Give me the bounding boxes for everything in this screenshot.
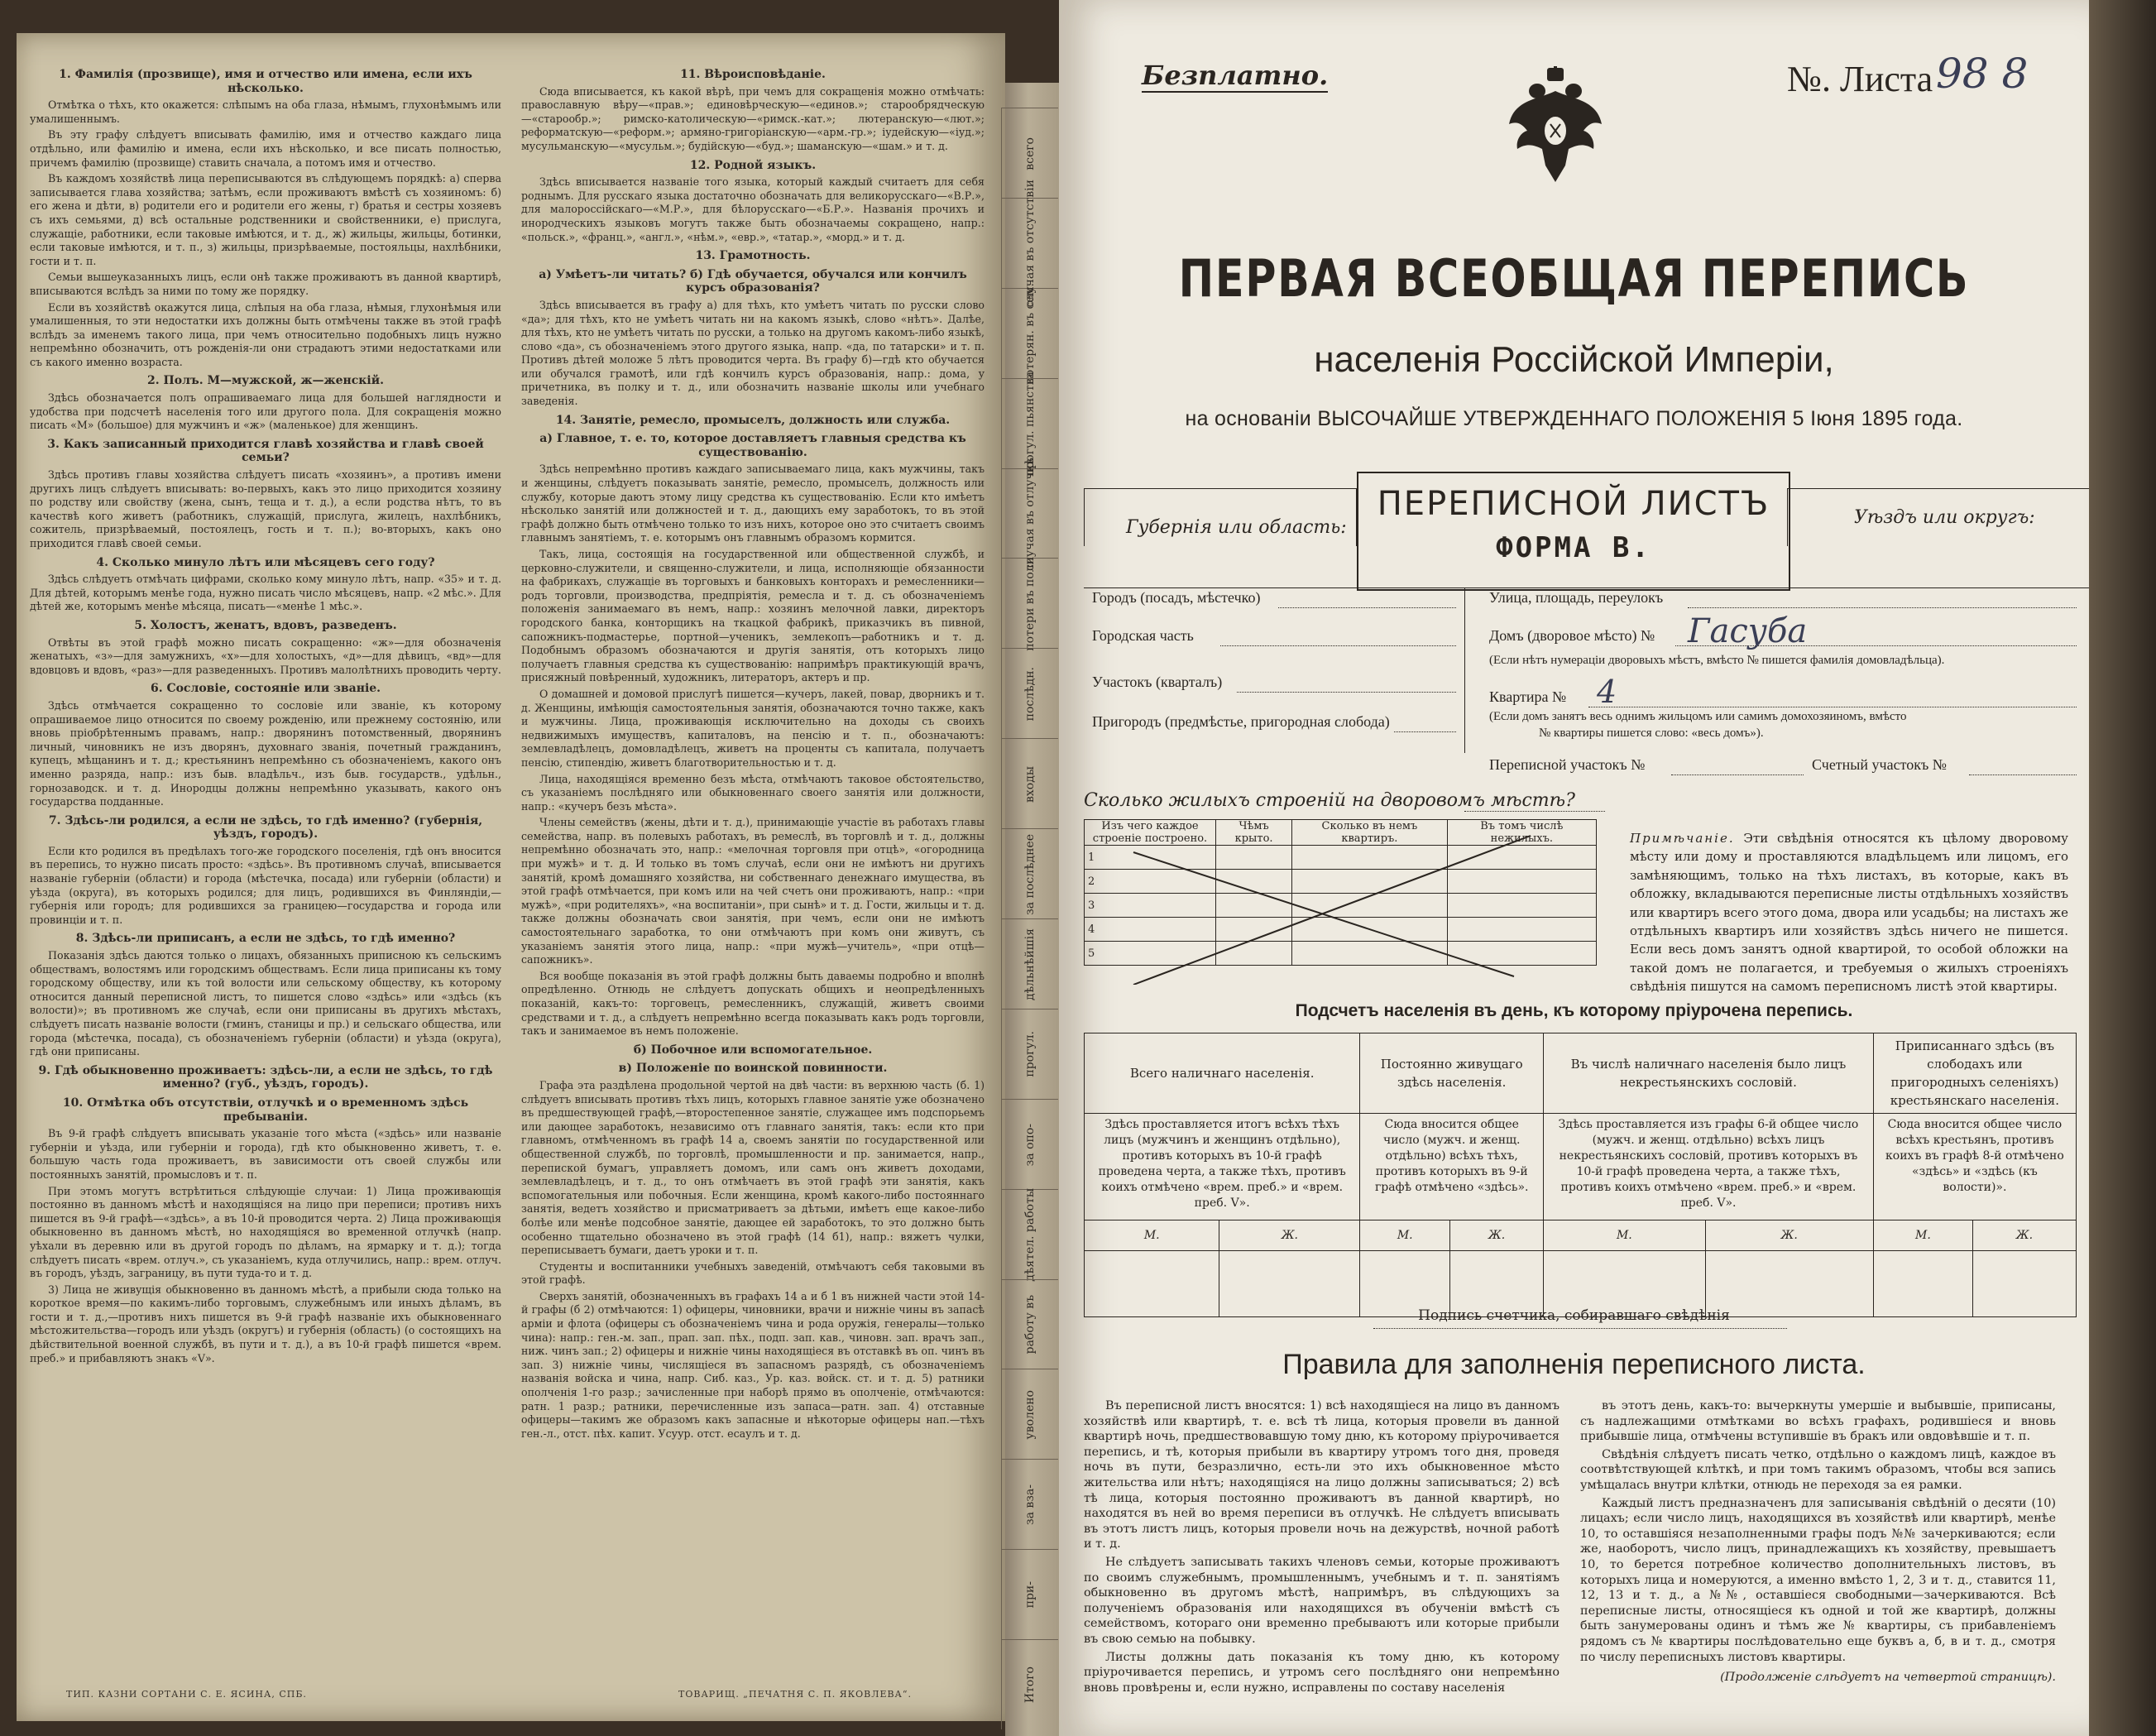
- instruction-heading: 1. Фамилія (прозвище), имя и отчество или имена, если ихъ нѣсколько.: [59, 68, 472, 95]
- instruction-paragraph: При этомъ могутъ встрѣтиться слѣдующіе случаи: 1) Лица проживающія постоянно въ данномъ мѣстѣ и находящіяся на лицо при переписи; противъ нихъ пишется въ 9-й графѣ—«здѣсь», а въ 10-й проводится черта. 2) Лица проживающія обыкновенно въ данномъ мѣстѣ, но находящіяся во временной отлучкѣ (напр. уѣхали въ деревню или въ другой городъ по дѣламъ, на ярмарку и т. д.); тогда слѣдуетъ писать «врем. отлуч.», съ указаніемъ, куда отлучились, напр.: врем. отлуч. въ городъ, уѣздъ, заграницу, въ пути туда-то и т. д.: [30, 1184, 501, 1280]
- stub-cell-label: Итого: [1023, 1666, 1037, 1704]
- instruction-paragraph: Если кто родился въ предѣлахъ того-же городского поселенія, гдѣ онъ вносится въ перепись, то нужно писать просто: «здѣсь». Въ противномъ случаѣ, вписывается названіе губерніи (области) и города (мѣстечка, посада) или губерніи (области) и уѣзда (округа), въ которыхъ родился; для лицъ, родившихся въ Финляндіи,—губернія или городъ; для родившихся за границею—государства и города или провинціи и т. п.: [30, 844, 501, 926]
- stub-cell-label: за вза-: [1023, 1484, 1037, 1526]
- buildings-header-material: Изъ чего каждое строеніе построено.: [1085, 820, 1216, 846]
- schetny-uchastok-input[interactable]: [1969, 774, 2077, 775]
- count-table: [1084, 1033, 2077, 1317]
- instruction-paragraph: Члены семействъ (жены, дѣти и т. д.), принимающіе участіе въ работахъ главы семейства, напр. въ полевыхъ работахъ, въ ремеслѣ, въ торговлѣ и т. д., должны непремѣнно обозначать это, напр.: «мелочная торговля при отцѣ», «огородница при мужѣ» и т. д. И только въ томъ случаѣ, если они не имѣютъ ни другихъ занятій, кромѣ домашняго хозяйства, ни собственнаго денежнаго имущества, въ этой графѣ отмѣчается, при комъ или на чей счетъ они проживаютъ, напр.: «при мужѣ», «при родителяхъ», «на воспитаніи», при сынѣ» и т. д. Гости, жильцы и т. д. также должны обозначать свои занятія, при чемъ, если они не имѣютъ самостоятельнаго заработка, то они отмѣчаютъ при комъ они живутъ, съ указаніемъ занятія этого лица, напр.: «при мужѣ—учитель», «при отцѣ—сапожникъ».: [521, 816, 985, 966]
- instruction-heading: б) Побочное или вспомогательное.: [633, 1043, 873, 1057]
- schetny-uchastok-label: Счетный участокъ №: [1812, 756, 1947, 773]
- instruction-heading: 2. Полъ. М—мужской, ж—женскій.: [147, 374, 384, 388]
- female-label: Ж.: [1219, 1220, 1360, 1251]
- imprint-right: ТОВАРИЩ. „ПЕЧАТНЯ С. П. ЯКОВЛЕВА“.: [678, 1689, 913, 1700]
- row-number: 5: [1085, 942, 1216, 966]
- stub-cell: [1002, 1369, 1058, 1460]
- row-number: 4: [1085, 918, 1216, 942]
- ulitsa-label: Улица, площадь, переулокъ: [1489, 589, 1664, 606]
- male-label: М.: [1873, 1220, 1972, 1251]
- kvartira-value: 4: [1597, 674, 1617, 710]
- dom-note: (Если нѣтъ нумераціи дворовыхъ мѣстъ, вмѣсто № пишется фамилія домовладѣльца).: [1489, 654, 1945, 667]
- uezd-field[interactable]: [1787, 488, 2093, 546]
- stub-cell: [1002, 828, 1058, 919]
- section-divider: [1084, 587, 2093, 588]
- stub-cell: [1002, 1549, 1058, 1640]
- signature-input[interactable]: [1373, 1328, 1787, 1329]
- instruction-paragraph: О домашней и домовой прислугѣ пишется—кучеръ, лакей, повар, дворникъ и т. д. Женщины, имѣющія самостоятельныя занятія, обозначаются точно также, какъ и мужчины. Лица, проживающія исключительно на доходы съ своихъ недвижимыхъ имуществъ, капиталовъ, на пенсію и т. п., обозначаютъ: землевладѣлецъ, домовладѣлецъ, живетъ на проценты съ капитала, получаетъ пенсію, стипендію, живетъ благотворительностью и т. д.: [521, 687, 985, 769]
- instruction-paragraph: Здѣсь противъ главы хозяйства слѣдуетъ писать «хозяинъ», а противъ имени другихъ лицъ слѣдуетъ вписывать: во-первыхъ, какъ это лицо приходится хозяину по родству или свойству (жена, сынъ, теща и т. д.), а если родства нѣтъ, то въ качествѣ кого живетъ (работникъ, служащій, прислуга, жилецъ, нахлѣбникъ, сожитель, призрѣваемый, постоялецъ, гость и т. п.); во-вторыхъ, какъ оно приходится главѣ своей семьи.: [30, 468, 501, 549]
- stub-cell: [1002, 1279, 1058, 1370]
- instruction-heading: а) Умѣетъ-ли читать? б) Гдѣ обучается, обучался или кончилъ курсъ образованія?: [539, 267, 967, 295]
- stub-cell-label: потерян. въ сем.: [1023, 282, 1037, 385]
- free-label: Безплатно.: [1142, 60, 1329, 91]
- gorod-chast-label: Городская часть: [1092, 627, 1194, 644]
- row-number: 1: [1085, 846, 1216, 870]
- left-page: [17, 33, 1005, 1721]
- buildings-header-apartments: Сколько въ немъ квартиръ.: [1292, 820, 1448, 846]
- instruction-paragraph: Такъ, лица, состоящія на государственной или общественной службѣ, и церковно-служители, и священно-служители, и лица, исполняющіе обязанности на фабрикахъ, служащіе въ торговыхъ и банковыхъ конторахъ и ремесленники—родъ торговли, производства, предпріятія, ремесла и т. д. съ обозначеніемъ положенія занимаемаго въ немъ, напр.: хозяинъ мелочной лавки, директоръ городского банка, конторщикъ на ткацкой фабрикѣ, приказчикъ въ пивной, сапожникъ-подмастерье, портной—ученикъ, землекопъ—работникъ и т. д. Подобнымъ образомъ обозначаются и другія занятія, отъ которыхъ лицо получаетъ главныя средства къ существованію: напримѣръ практикующій врачъ, присяжный повѣренный, художникъ, литераторъ, актеръ и пр.: [521, 548, 985, 684]
- instructions-column-2: [521, 63, 985, 1443]
- instruction-heading: 6. Сословіе, состояніе или званіе.: [150, 682, 381, 696]
- instruction-paragraph: Здѣсь отмѣчается сокращенно то сословіе или званіе, къ которому опрашиваемое лицо относится по своему рожденію, или прежнему состоянію, или вновь пріобрѣтеннымъ правамъ, напр.: дворянинъ потомственный, дворянинъ личный, чиновникъ не изъ дворянъ, духовнаго званія, почетный гражданинъ, купецъ, мѣщанинъ и т. д.; крестьянинъ непремѣнно съ обозначеніемъ, какого онъ именно разряда, напр.: изъ быв. владѣльч., изъ быв. государств., удѣльн., горнозаводск. и т. д. Инородцы должны непремѣнно указывать, какого онъ государства подданные.: [30, 698, 501, 808]
- uchastok-input[interactable]: [1237, 692, 1456, 693]
- stub-cell: [1002, 1009, 1058, 1100]
- instruction-paragraph: Въ каждомъ хозяйствѣ лица переписываются въ слѣдующемъ порядкѣ: а) сперва записывается глава хозяйства; затѣмъ, если проживаютъ вмѣстѣ съ хозяиномъ: б) его жена и дѣти, в) родители его и родители его жены, г) братья и сестры хозяевъ съ ихъ семьями, д) всѣ остальные родственники и свойственники, е) прислуга, служащіе, работники, если таковые имѣются, и т. д., ж) жильцы, жильцы, ботинки, если таковые имѣются, и т. п., з) жильцы, призрѣваемые, постояльцы, нахлѣбники, гости и т. п.: [30, 172, 501, 267]
- stub-cell: [1002, 558, 1058, 649]
- female-label: Ж.: [1973, 1220, 2077, 1251]
- decree-line: на основаніи ВЫСОЧАЙШЕ УТВЕРЖДЕННАГО ПОЛОЖЕНІЯ 5 Іюня 1895 года.: [1185, 407, 1963, 430]
- instruction-heading: 10. Отмѣтка объ отсутствіи, отлучкѣ и о временномъ здѣсь пребываніи.: [62, 1096, 469, 1124]
- stub-cell-label: при-: [1023, 1581, 1037, 1609]
- book-edge: [2089, 0, 2156, 1736]
- stub-cell: [1002, 180, 1058, 308]
- row-number: 2: [1085, 870, 1216, 894]
- stub-cell: [1002, 648, 1058, 739]
- instruction-paragraph: Лица, находящіяся временно безъ мѣста, отмѣчаютъ таковое обстоятельство, съ указаніемъ послѣдняго или обыкновеннаго своего занятія или должности, напр.: «кучеръ безъ мѣста».: [521, 772, 985, 813]
- stub-cell-label: потери въ поли: [1023, 557, 1037, 651]
- buildings-note-text: Эти свѣдѣнія относятся къ цѣлому дворовому мѣсту или дому и проставляются владѣльцемъ или лицомъ, его замѣняющимъ, только на тѣхъ листахъ, въ которые, какъ въ обложку, вкладываются переписные листы отдѣльныхъ хозяйствъ или квартиръ всего этого дома, двора или усадьбы; на листахъ же отдѣльныхъ квартиръ или хозяйствъ здѣсь ничего не пишется. Если весь домъ занятъ одной квартирой, то особой обложки на такой домъ не полагается, и требуемыя о жилыхъ строеніяхъ свѣдѣнія пишутся на самомъ переписномъ листѣ этой квартиры.: [1630, 831, 2068, 995]
- count-header-permanent: Постоянно живущаго здѣсь населенія.: [1360, 1033, 1544, 1114]
- instruction-paragraph: Здѣсь вписывается названіе того языка, который каждый считаетъ для себя роднымъ. Для русскаго языка достаточно обозначать для великорусскаго—«В.Р.», для малороссійскаго—«М.Р.», для бѣлорусскаго—«Б.Р.». Названія прочихъ и инородческихъ языковъ могутъ также быть обозначаемы сокращено, напр.: «польск.», «франц.», «англ.», «нѣм.», «евр.», «татар.», «морд.» и т. д.: [521, 175, 985, 243]
- kvartira-note-1: (Если домъ занятъ весь однимъ жильцомъ или самимъ домохозяиномъ, вмѣсто: [1489, 710, 1907, 723]
- instruction-paragraph: Студенты и воспитанники учебныхъ заведеній, отмѣчаютъ себя таковыми въ этой графѣ.: [521, 1259, 985, 1287]
- stub-cell: [1002, 1639, 1058, 1730]
- count-header-present: Всего наличнаго населенія.: [1085, 1033, 1360, 1114]
- count-table-explanations: [1085, 1114, 2077, 1220]
- buildings-question: Сколько жилыхъ строеній на дворовомъ мѣстѣ?: [1084, 790, 1575, 811]
- instruction-paragraph: Сверхъ занятій, обозначенныхъ въ графахъ 14 а и б 1 въ нижней части этой 14-й графы (б 2) отмѣчаются: 1) офицеры, чиновники, врачи и нижніе чины въ запасѣ арміи и флота (офицеры съ обозначеніемъ чина и рода оружія, генералы—только чина): напр.: ген.-м. зап., прап. зап. пѣх., подп. зап. кав., чиновн. зап. врачъ зап., ниж. чинъ зап.; 2) офицеры и нижніе чины находящіеся въ отставкѣ въ оп. чинъ въ зап. 3) нижніе чины, числящіеся въ запасномъ разрядѣ, съ обозначеніемъ названія войска и чина, напр. Сиб. каз., Ур. каз. войск. ст. и т. д. 5) ратники ополченія 1-го разр.; зачисленные при наборѣ прямо въ ополченіе, отмѣчаются: ратн. 1 разр.; ратники, перечисленные изъ запаса—ратн. зап. 4) отставные офицеры—такимъ же образомъ какъ запасные и нѣкоторые офицеры нап.—тѣхъ ген.-л., отст. пѣх. капит. Усуур. отст. есаулъ и т. д.: [521, 1289, 985, 1440]
- instruction-paragraph: Отмѣтка о тѣхъ, кто окажется: слѣпымъ на оба глаза, нѣмымъ, глухонѣмымъ или умалишеннымъ.: [30, 98, 501, 125]
- stub-cell-label: всего: [1023, 137, 1037, 170]
- address-column-divider: [1464, 587, 1465, 753]
- instruction-paragraph: Здѣсь непремѣнно противъ каждаго записываемаго лица, какъ мужчины, такъ и женщины, слѣдуетъ показывать занятіе, ремесло, промыселъ, должность или службу, которые даютъ этому лицу средства къ существованію. Если кто имѣетъ нѣсколько занятій или должностей и т. д., дающихъ ему заработокъ, то въ этой графѣ должно быть отмѣчено только то изъ нихъ, которое оно это считаетъ своимъ главнымъ занятіемъ, т. е. которымъ онъ главнымъ образомъ кормится.: [521, 463, 985, 544]
- right-page: [1059, 0, 2089, 1736]
- stub-cell-label: уволено: [1023, 1390, 1037, 1440]
- sheet-title: ПЕРЕПИСНОЙ ЛИСТЪ: [1377, 485, 1770, 523]
- count-header-peasant: Приписаннаго здѣсь (въ слободахъ или пригородныхъ селеніяхъ) крестьянскаго населенія.: [1873, 1033, 2076, 1114]
- stub-cell: [1002, 738, 1058, 829]
- form-title: ФОРМА В.: [1496, 531, 1651, 564]
- rule-paragraph: Свѣдѣнія слѣдуетъ писать четко, отдѣльно о каждомъ лицѣ, каждое въ соотвѣтствующей клѣткѣ, и при томъ такимъ образомъ, чтобы вся запись умѣщалась внутри клѣтки, отнюдь не переходя за ея рамки.: [1580, 1447, 2056, 1492]
- instruction-heading: 13. Грамотность.: [695, 249, 811, 263]
- rules-column-2: [1580, 1398, 2056, 1688]
- instruction-paragraph: Сюда вписывается, къ какой вѣрѣ, при чемъ для сокращенія можно отмѣчать: православную вѣру—«прав.»; единовѣрческую—«единов.»; старообрядческую—«старообр.»; римско-католическую—«римск.-кат.»; лютеранскую—«лют.»; реформатскую—«реформ.»; армяно-григоріанскую—«арм.-гр.»; іудейскую—«іуд.»; мусульманскую—«мусульм.»; будійскую—«буд.»; шаманскую—«шам.» и т. д.: [521, 84, 985, 152]
- count-header-nonpeasant: Въ числѣ наличнаго населенія было лицъ некрестьянскихъ сословій.: [1544, 1033, 1874, 1114]
- imprint-left: ТИП. КАЗНИ СОРТАНИ С. Е. ЯСИНА, СПБ.: [66, 1689, 307, 1700]
- instruction-paragraph: Здѣсь обозначается полъ опрашиваемаго лица для большей наглядности и удобства при подсчетѣ населенія того или другого пола. Для сокращенія можно писать «М» (большое) для мужчинъ и «ж» (маленькое) для женщинъ.: [30, 391, 501, 432]
- stub-column: [1001, 108, 1060, 1729]
- stub-cell-label: прогул.: [1023, 1031, 1037, 1078]
- sheet-number-label: №. Листа: [1787, 59, 1933, 99]
- instruction-heading: 11. Вѣроисповѣданіе.: [680, 68, 826, 81]
- instruction-heading: 9. Гдѣ обыкновенно проживаетъ: здѣсь-ли, а если не здѣсь, то гдѣ именно? (губ., уѣздъ, городъ).: [38, 1063, 493, 1091]
- instruction-paragraph: Въ эту графу слѣдуетъ вписывать фамилію, имя и отчество каждаго лица отдѣльно, или фамилію и имена, если ихъ нѣсколько, и все писать полностью, причемъ фамилію (прозвище) ставить сначала, а потомъ имя и отчество.: [30, 128, 501, 169]
- count-title: Подсчетъ населенія въ день, къ которому пріурочена перепись.: [1295, 1001, 1853, 1020]
- dom-label: Домъ (дворовое мѣсто) №: [1489, 627, 1655, 644]
- stub-cell: [1002, 457, 1058, 571]
- instruction-paragraph: 3) Лица не живущія обыкновенно въ данномъ мѣстѣ, а прибыли сюда только на короткое время—по какимъ-либо торговымъ, служебнымъ или иныхъ дѣламъ, въ гости и т. д.,—противъ нихъ пишется въ 9-й графѣ названіе ихъ обыкновеннаго мѣстожительства—городъ или уѣздъ (округъ) и губернія (область) (о состоящихъ на дѣйствительной военной службѣ, въ пути и т. д.), а въ 10-й графѣ пишется «врем. преб.» и прибавляютъ знакъ «V».: [30, 1283, 501, 1364]
- buildings-count-input[interactable]: [1464, 811, 1605, 812]
- female-label: Ж.: [1450, 1220, 1544, 1251]
- female-label: Ж.: [1705, 1220, 1873, 1251]
- count-explanation-peasant: Сюда вносится общее число всѣхъ крестьянъ, противъ коихъ въ графѣ 8-й отмѣчено «здѣсь» и «здѣсь (къ волости)».: [1873, 1114, 2076, 1220]
- stub-cell: [1002, 282, 1058, 385]
- stub-cell-label: дѣятел. работы: [1023, 1187, 1037, 1282]
- stub-cell-label: случая въ отлучкѣ: [1023, 457, 1037, 571]
- male-label: М.: [1544, 1220, 1706, 1251]
- instruction-paragraph: Показанія здѣсь даются только о лицахъ, обязанныхъ приписною къ сельскимъ обществамъ, волостямъ или городскимъ обществамъ. Если лица приписаны къ тому городскому обществу, или къ той волости или сельскому обществу, къ которому относится данный переписной листъ, то пишется слово «здѣсь» или «здѣсь (къ волости)»; въ противномъ же случаѣ, если они приписаны въ другихъ мѣстахъ, слѣдуетъ писать названіе волости (гминъ, станицы и пр.) и сельскаго общества, или города (мѣстечка, посада), съ обозначеніемъ губерніи (области) и уѣзда (округа), гдѣ они приписаны.: [30, 949, 501, 1058]
- buildings-header-roof: Чѣмъ крыто.: [1216, 820, 1292, 846]
- instruction-paragraph: Отвѣты въ этой графѣ можно писать сокращенно: «ж»—для обозначенія женатыхъ, «з»—для замужнихъ, «х»—для холостыхъ, «д»—для дѣвицъ, «вд»—для вдовцовъ и вдовъ, «раз»—для разведенныхъ. Противъ малолѣтнихъ проводить черту.: [30, 635, 501, 676]
- rule-paragraph: Не слѣдуетъ записывать такихъ членовъ семьи, которые проживаютъ по своимъ служебнымъ, промышленнымъ, учебнымъ и т. п. занятіямъ обыкновенно въ другомъ мѣстѣ, напримѣръ, въ слѣдующихъ за полученіемъ образованія или находящихся въ обученіи вмѣстѣ съ семействомъ, котораго они временно пребываютъ или которые прибыли въ свою семью на побывку.: [1084, 1555, 1560, 1646]
- instruction-heading: 12. Родной языкъ.: [689, 158, 817, 172]
- rule-paragraph: Каждый листъ предназначенъ для записыванія свѣдѣній о десяти (10) лицахъ; если число лицъ, находящихся въ хозяйствѣ или квартирѣ, менѣе 10, то оставшіяся незаполненными графы подъ №№ зачеркиваются; если же, наоборотъ, число лицъ, принадлежащихъ къ хозяйству, превышаетъ 10, то берется потребное количество дополнительныхъ листовъ, въ которыхъ лица и номеруются, а именно вмѣсто 1, 2, 3 и т. д., ставится 11, 12, 13 и т. д., а №№, оставшіеся свободными—зачеркиваются. Всѣ переписные листы, относящіеся къ одной и той же квартирѣ, должны быть занумерованы одинъ и тѣмъ же № квартиры, съ прибавленіемъ рядомъ съ № квартиры послѣдовательно еще буквъ а, б, в и т. д., смотря по числу переписныхъ листовъ квартиры.: [1580, 1496, 2056, 1664]
- prigorod-input[interactable]: [1394, 731, 1456, 732]
- row-number: 3: [1085, 894, 1216, 918]
- male-label: М.: [1085, 1220, 1219, 1251]
- male-label: М.: [1360, 1220, 1450, 1251]
- instruction-heading: 4. Сколько минуло лѣтъ или мѣсяцевъ сего году?: [96, 555, 435, 569]
- gorod-input[interactable]: [1278, 607, 1456, 608]
- count-mf-row: [1085, 1220, 2077, 1251]
- guberniya-label: Губернія или область:: [1126, 517, 1347, 538]
- stub-cell: [1002, 1099, 1058, 1190]
- prigorod-label: Пригородъ (предмѣстье, пригородная слобода): [1092, 713, 1390, 730]
- count-explanation-nonpeasant: Здѣсь проставляется изъ графы 6-й общее число (мужч. и женщ. отдѣльно) всѣхъ лицъ некрестьянскихъ сословій, противъ которыхъ въ 10-й графѣ проведена черта, а также тѣхъ, противъ коихъ отмѣчено «врем. преб.» и «врем. преб. V».: [1544, 1114, 1874, 1220]
- ulitsa-input[interactable]: [1688, 607, 2077, 608]
- stub-cell-label: за послѣднее: [1023, 833, 1037, 915]
- instruction-paragraph: Вся вообще показанія въ этой графѣ должны быть даваемы подробно и вполнѣ опредѣленно. Отнюдь не слѣдуетъ допускать общихъ и неопредѣленныхъ показаній, какъ-то: торговецъ, ремесленникъ, служащій, живетъ своими средствами и т. д., а слѣдуетъ непремѣнно всегда показывать какъ родъ торговли, такъ и занимаемое въ немъ положеніе.: [521, 969, 985, 1038]
- instruction-paragraph: Семьи вышеуказанныхъ лицъ, если онѣ также проживаютъ въ данной квартирѣ, вписываются вслѣдъ за ними по тому же порядку.: [30, 271, 501, 297]
- rule-paragraph: Въ переписной листъ вносятся: 1) всѣ находящіеся на лицо въ данномъ хозяйствѣ или квартирѣ, т. е. всѣ тѣ лица, которыя провели въ данной квартирѣ ночь, предшествовавшую тому дню, къ которому пріурочивается перепись, и тѣ, которыя прибыли въ квартиру утромъ того дня, проведя ночь въ пути, безразлично, есть-ли это ихъ обыкновенное мѣсто жительства или нѣтъ; находящіяся на лицо должны записываться; 2) всѣ тѣ лица, которыя постоянно проживаютъ въ данной квартирѣ, но находятся въ ней во время переписи въ отлучкѣ. Не слѣдуетъ вписывать въ этотъ листъ лицъ, которыя провели ночь на дежурствѣ, ночной работѣ и т. д.: [1084, 1399, 1560, 1551]
- stub-cell: [1002, 918, 1058, 1009]
- instruction-paragraph: Если въ хозяйствѣ окажутся лица, слѣпыя на оба глаза, нѣмыя, глухонѣмыя или умалишенныя, то эти недостатки ихъ должны быть отмѣчены также въ этой графѣ вслѣдъ за именемъ такого лица, при чемъ относительно подобныхъ лицъ нужно непремѣнно обозначить, отъ рожденія-ли они страдаютъ этими недостатками или съ какого именно возраста.: [30, 300, 501, 368]
- buildings-note: [1630, 829, 2068, 996]
- instruction-paragraph: Здѣсь вписывается въ графу а) для тѣхъ, кто умѣетъ читать по русски слово «да»; для тѣхъ, кто не умѣетъ читать ни на какомъ языкѣ, слово «нѣтъ». Далѣе, для тѣхъ, кто не умѣетъ читать по русски, а только на другомъ какомъ-либо языкѣ, слово «да», съ обозначеніемъ этого другого языка, напр. «да, по татарски» и т. п. Противъ дѣтей моложе 5 лѣтъ проводится черта. Въ графу б)—гдѣ кто обучается или обучался грамотѣ, или гдѣ кончилъ курсъ образованія, напр.: дома, у причетника, въ полку и т. д., или обозначить названіе школы или учебнаго заведенія.: [521, 298, 985, 408]
- document-subtitle: населенія Россійской Имперіи,: [1314, 339, 1834, 380]
- count-explanation-present: Здѣсь проставляется итогъ всѣхъ тѣхъ лицъ (мужчинъ и женщинъ отдѣльно), противъ которыхъ въ 10-й графѣ проведена черта, а также тѣхъ, противъ коихъ отмѣчено «врем. преб.» и «врем. преб. V».: [1085, 1114, 1360, 1220]
- stub-cell-label: за опо-: [1023, 1123, 1037, 1166]
- rules-column-1: [1084, 1398, 1560, 1698]
- uchastok-label: Участокъ (кварталъ): [1092, 674, 1223, 690]
- instruction-heading: 7. Здѣсь-ли родился, а если не здѣсь, то гдѣ именно? (губернія, уѣздъ, городъ).: [48, 813, 483, 842]
- cross-out-mark-icon: [1084, 819, 1597, 985]
- instruction-heading: 3. Какъ записанный приходится главѣ хозяйства и главѣ своей семьи?: [47, 437, 484, 465]
- instruction-paragraph: Здѣсь слѣдуетъ отмѣчать цифрами, сколько кому минуло лѣтъ, напр. «35» и т. д. Для дѣтей, которымъ менѣе года, нужно писать число мѣсяцевъ, напр. «2 мѣс.». Для дѣтей же, которымъ менѣе мѣсяца, писать—«менѣе 1 мѣс.».: [30, 573, 501, 613]
- rule-paragraph: Листы должны дать показанія къ тому дню, къ которому пріурочивается перепись, и утромъ сего послѣдняго они непремѣнно вновь провѣрены и, если нужно, исправлены по составу населенія: [1084, 1650, 1560, 1695]
- count-explanation-permanent: Сюда вносится общее число (мужч. и женщ. отдѣльно) всѣхъ тѣхъ, противъ которыхъ въ 9-й графѣ отмѣчено «здѣсь».: [1360, 1114, 1544, 1220]
- stub-cell: [1002, 1189, 1058, 1280]
- instruction-paragraph: Въ 9-й графѣ слѣдуетъ вписывать указаніе того мѣста («здѣсь» или названіе губерніи и уѣзда, или губерніи и города), гдѣ кто обыкновенно живетъ, т. е. большую часть года проживаетъ, въ зависимости отъ своей службы или постоянныхъ занятій, промысловъ и т. п.: [30, 1127, 501, 1181]
- gorod-label: Городъ (посадъ, мѣстечко): [1092, 589, 1261, 606]
- stub-cell: [1002, 371, 1058, 477]
- count-table-header: [1085, 1033, 2077, 1114]
- uezd-label: Уѣздъ или округъ:: [1854, 507, 2035, 528]
- instruction-heading: 14. Занятіе, ремесло, промыселъ, должность или служба.: [555, 413, 951, 427]
- sheet-title-box: [1357, 472, 1790, 591]
- document-title: ПЕРВАЯ ВСЕОБЩАЯ ПЕРЕПИСЬ: [1178, 248, 1970, 309]
- perepisnoi-uchastok-label: Переписной участокъ №: [1489, 756, 1646, 773]
- buildings-note-lead: Примѣчаніе.: [1630, 831, 1735, 846]
- instruction-heading: 5. Холостъ, женатъ, вдовъ, разведенъ.: [134, 618, 397, 632]
- instruction-paragraph: Графа эта раздѣлена продольной чертой на двѣ части: въ верхнюю часть (б. 1) слѣдуетъ вписывать противъ тѣхъ лицъ, которыхъ главное занятіе уже обозначено въ предшествующей графѣ,—второстепенное занятіе, служащее имъ подспорьемъ или дающее заработокъ, независимо отъ главнаго занятія, такъ: если кто при главномъ, отмѣченномъ въ графѣ 14 а, своемъ занятіи по государственной или общественной службѣ, по торговлѣ, промышленности и пр. занимается, напр., перепиской бумагъ, управляетъ домомъ, или самъ онъ живетъ доходами, землевладѣлецъ, и т. д., то онъ отмѣчаетъ въ этой графѣ эти занятія, какъ вспомогательныя или побочныя. Если женщина, кромѣ какого-либо постояннаго занятія, ведетъ хозяйство и присматриваетъ за дѣтьми, имѣетъ еще какое-либо болѣе или менѣе подсобное занятіе, дающее ей заработокъ, то это должно быть особенно тщательно обозначено въ этой графѣ (14 б1), напр.: вяжетъ чулки, переписываетъ бумаги, даетъ уроки и т. п.: [521, 1078, 985, 1257]
- sheet-number-value: 98 8: [1936, 50, 2029, 98]
- kvartira-label: Квартира №: [1489, 688, 1567, 705]
- instruction-heading: а) Главное, т. е. то, которое доставляетъ главныя средства къ существованію.: [539, 432, 966, 459]
- stub-cell-label: работу въ: [1023, 1295, 1037, 1355]
- stub-cell: [1002, 1459, 1058, 1550]
- dom-value: Гасуба: [1688, 612, 1808, 650]
- stub-cell-label: прогул. пьянства: [1023, 371, 1037, 477]
- guberniya-field[interactable]: [1084, 488, 1357, 546]
- buildings-header-nonresidential: Въ томъ числѣ нежилыхъ.: [1447, 820, 1596, 846]
- instruction-heading: 8. Здѣсь-ли приписанъ, а если не здѣсь, то гдѣ именно?: [75, 932, 456, 946]
- perepisnoi-uchastok-input[interactable]: [1671, 774, 1804, 775]
- instructions-column-1: [30, 63, 501, 1368]
- kvartira-note-2: № квартиры пишется слово: «весь домъ»).: [1539, 727, 1764, 740]
- double-headed-eagle-icon: [1506, 66, 1605, 190]
- instruction-heading: в) Положеніе по воинской повинности.: [618, 1062, 888, 1076]
- enumerator-signature: Подпись счетчика, собиравшаго свѣдѣнія: [1418, 1307, 1730, 1324]
- rules-continuation: (Продолженіе слѣдуетъ на четвертой страницѣ).: [1720, 1671, 2056, 1685]
- rule-paragraph: въ этотъ день, какъ-то: вычеркнуты умершіе и выбывшіе, приписаны, съ надлежащими отмѣтками во всѣхъ графахъ, родившіеся и вновь прибывшіе лица, отмѣчены вступившіе въ бракъ или овдовѣвшіе и т. п.: [1580, 1399, 2056, 1444]
- rules-title: Правила для заполненія переписного листа.: [1282, 1349, 1866, 1380]
- stub-cell-label: входы: [1023, 765, 1037, 803]
- stub-cell-label: послѣдн.: [1023, 667, 1037, 722]
- stub-cell-label: дѣльнѣйшія: [1023, 928, 1037, 1000]
- gorod-chast-input[interactable]: [1220, 645, 1456, 646]
- stub-cell-label: случая въ отсутствіи: [1023, 180, 1037, 308]
